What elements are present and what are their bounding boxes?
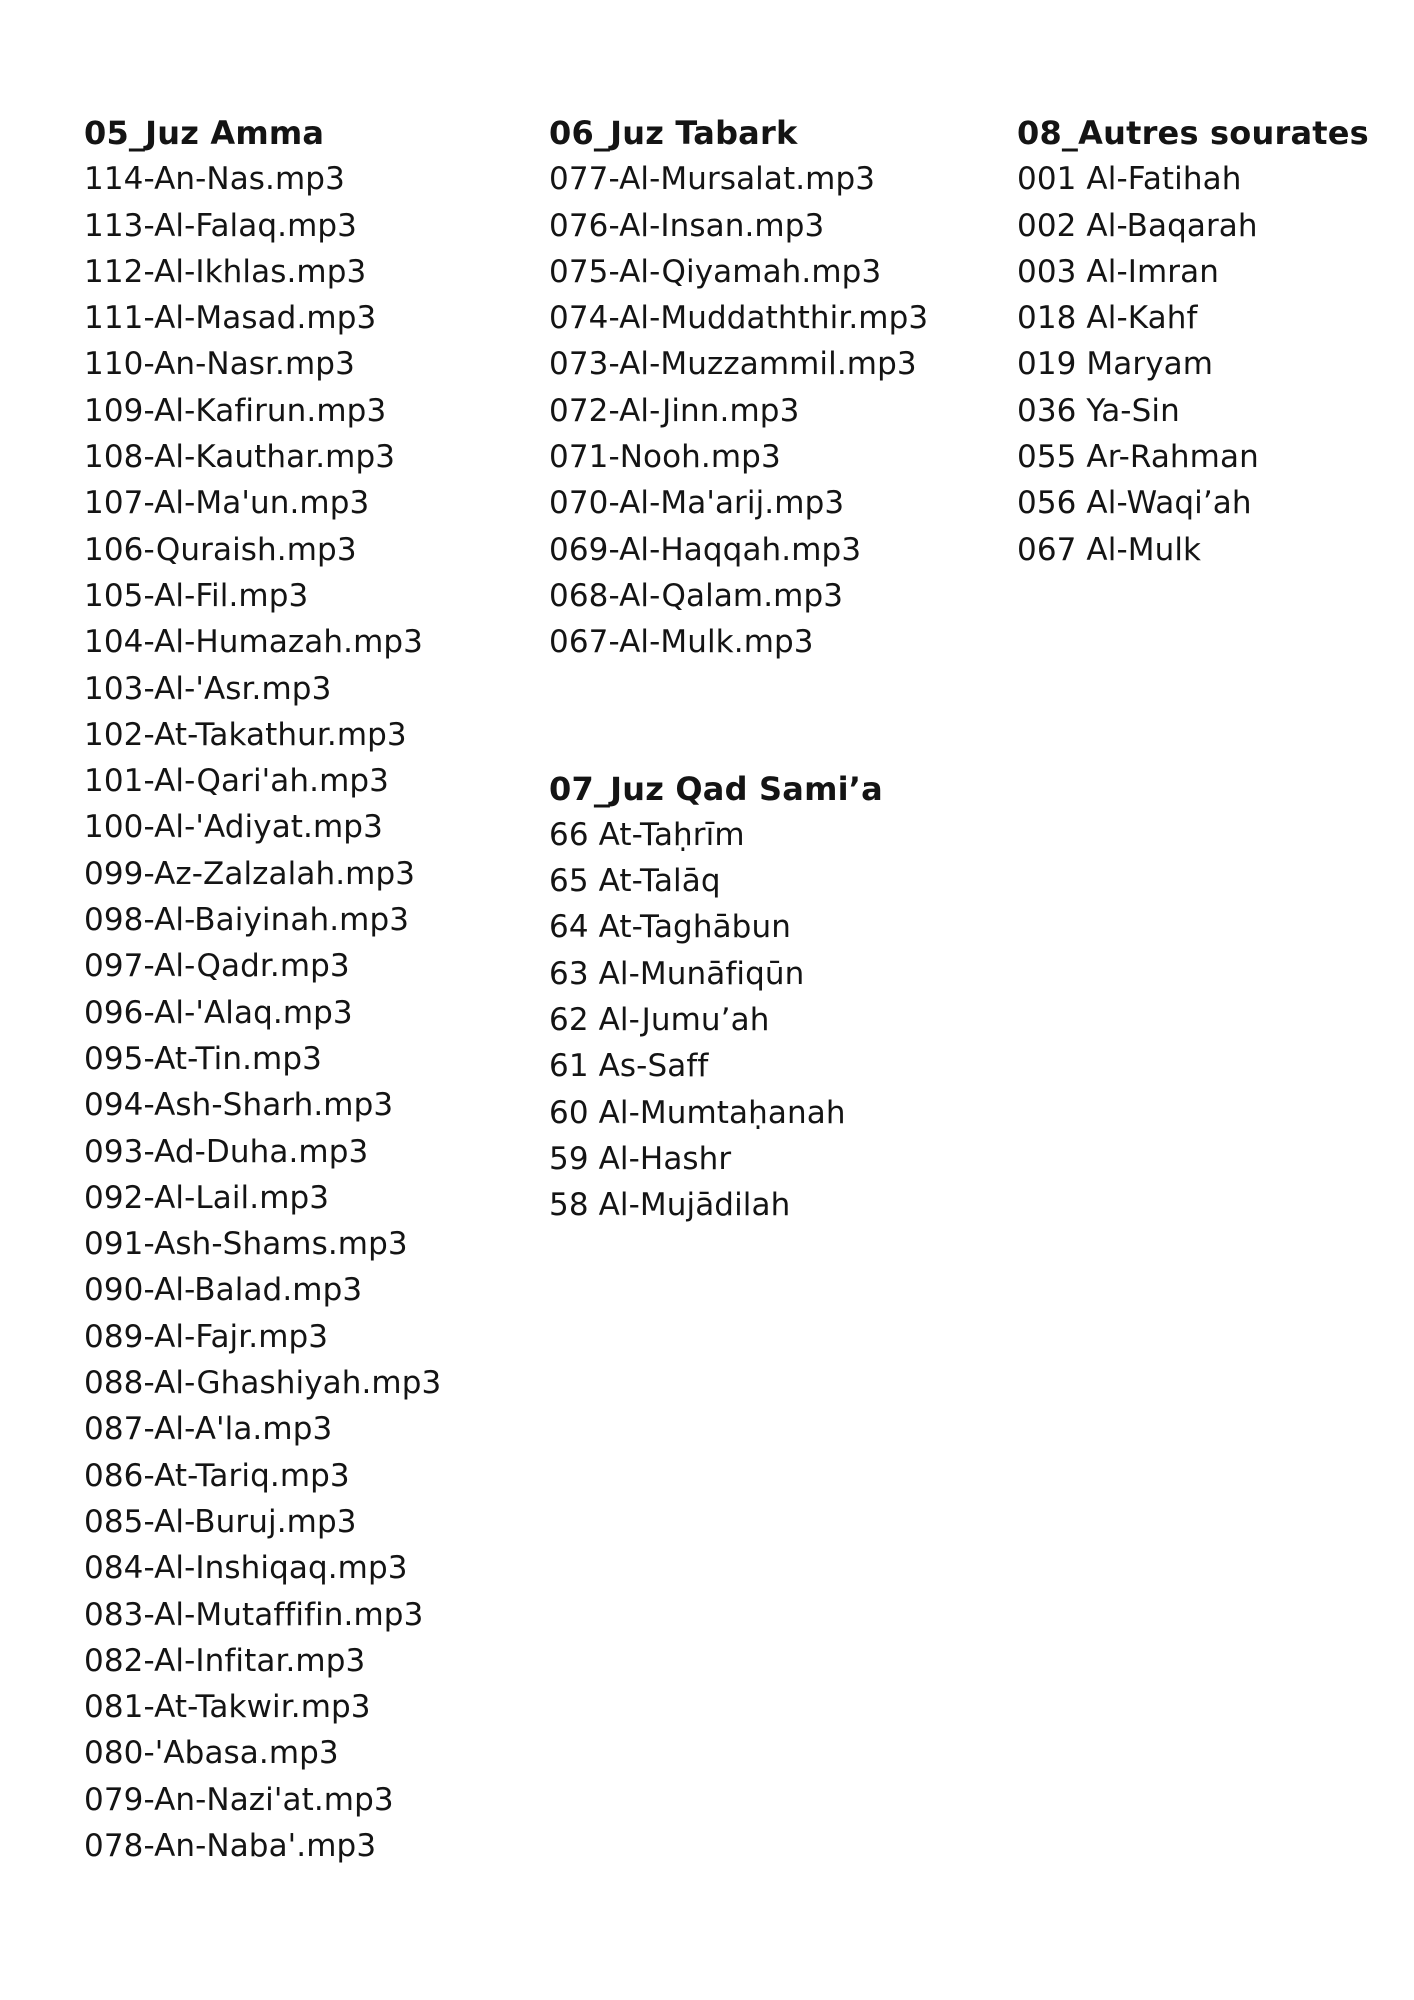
list-item: 100-Al-'Adiyat.mp3 xyxy=(84,809,383,846)
list-item: 107-Al-Ma'un.mp3 xyxy=(84,485,370,522)
list-item: 068-Al-Qalam.mp3 xyxy=(549,577,844,614)
list-item: 096-Al-'Alaq.mp3 xyxy=(84,994,353,1031)
list-item: 61 As-Saff xyxy=(549,1048,709,1085)
list-item: 60 Al-Mumtaḥanah xyxy=(549,1094,846,1131)
list-item: 087-Al-A'la.mp3 xyxy=(84,1411,333,1448)
list-item: 073-Al-Muzzammil.mp3 xyxy=(549,346,917,383)
list-item: 59 Al-Hashr xyxy=(549,1140,732,1177)
list-item: 079-An-Nazi'at.mp3 xyxy=(84,1781,394,1818)
list-item: 66 At-Taḥrīm xyxy=(549,816,745,853)
list-item: 113-Al-Falaq.mp3 xyxy=(84,207,358,244)
list-item: 108-Al-Kauthar.mp3 xyxy=(84,439,396,476)
list-item: 075-Al-Qiyamah.mp3 xyxy=(549,253,882,290)
list-item: 067 Al-Mulk xyxy=(1017,531,1202,568)
list-item: 111-Al-Masad.mp3 xyxy=(84,300,377,337)
list-item: 081-At-Takwir.mp3 xyxy=(84,1689,371,1726)
list-item: 097-Al-Qadr.mp3 xyxy=(84,948,350,985)
list-item: 076-Al-Insan.mp3 xyxy=(549,207,825,244)
section xyxy=(1017,110,1397,573)
list-item: 62 Al-Jumu’ah xyxy=(549,1002,770,1039)
list-item: 101-Al-Qari'ah.mp3 xyxy=(84,763,389,800)
list-item: 095-At-Tin.mp3 xyxy=(84,1040,322,1077)
list-item: 071-Nooh.mp3 xyxy=(549,439,781,476)
list-item: 078-An-Naba'.mp3 xyxy=(84,1827,377,1864)
list-item: 036 Ya-Sin xyxy=(1017,392,1180,429)
list-item: 019 Maryam xyxy=(1017,346,1214,383)
list-item: 077-Al-Mursalat.mp3 xyxy=(549,161,876,198)
list-item: 088-Al-Ghashiyah.mp3 xyxy=(84,1365,442,1402)
section xyxy=(84,110,524,1869)
list-item: 090-Al-Balad.mp3 xyxy=(84,1272,363,1309)
list-item: 63 Al-Munāfiqūn xyxy=(549,955,805,992)
list-item: 105-Al-Fil.mp3 xyxy=(84,577,309,614)
list-item: 112-Al-Ikhlas.mp3 xyxy=(84,253,367,290)
list-item: 092-Al-Lail.mp3 xyxy=(84,1179,330,1216)
list-item: 114-An-Nas.mp3 xyxy=(84,161,345,198)
list-item: 083-Al-Mutaffifin.mp3 xyxy=(84,1596,424,1633)
list-item: 080-'Abasa.mp3 xyxy=(84,1735,339,1772)
list-item: 002 Al-Baqarah xyxy=(1017,207,1258,244)
list-item: 094-Ash-Sharh.mp3 xyxy=(84,1087,394,1124)
list-item: 110-An-Nasr.mp3 xyxy=(84,346,355,383)
section-header: 07_Juz Qad Sami’a xyxy=(549,769,883,808)
list-item: 084-Al-Inshiqaq.mp3 xyxy=(84,1550,408,1587)
section xyxy=(549,766,994,1229)
list-item: 091-Ash-Shams.mp3 xyxy=(84,1226,408,1263)
list-item: 102-At-Takathur.mp3 xyxy=(84,716,407,753)
list-item: 055 Ar-Rahman xyxy=(1017,439,1259,476)
list-item: 086-At-Tariq.mp3 xyxy=(84,1457,350,1494)
column-juz-tabark-qad-samia xyxy=(549,110,994,1229)
list-item: 067-Al-Mulk.mp3 xyxy=(549,624,814,661)
list-item: 65 At-Talāq xyxy=(549,863,721,900)
list-item: 109-Al-Kafirun.mp3 xyxy=(84,392,387,429)
list-item: 098-Al-Baiyinah.mp3 xyxy=(84,902,410,939)
list-item: 018 Al-Kahf xyxy=(1017,300,1198,337)
list-item: 58 Al-Mujādilah xyxy=(549,1187,791,1224)
column-autres-sourates xyxy=(1017,110,1397,573)
list-item: 099-Az-Zalzalah.mp3 xyxy=(84,855,416,892)
list-item: 082-Al-Infitar.mp3 xyxy=(84,1642,366,1679)
list-item: 085-Al-Buruj.mp3 xyxy=(84,1503,357,1540)
list-item: 001 Al-Fatihah xyxy=(1017,161,1242,198)
list-item: 104-Al-Humazah.mp3 xyxy=(84,624,424,661)
list-item: 069-Al-Haqqah.mp3 xyxy=(549,531,862,568)
list-item: 089-Al-Fajr.mp3 xyxy=(84,1318,329,1355)
list-item: 106-Quraish.mp3 xyxy=(84,531,357,568)
list-item: 072-Al-Jinn.mp3 xyxy=(549,392,800,429)
list-item: 093-Ad-Duha.mp3 xyxy=(84,1133,369,1170)
section-header: 06_Juz Tabark xyxy=(549,114,798,152)
column-juz-amma xyxy=(84,110,524,1869)
list-item: 103-Al-'Asr.mp3 xyxy=(84,670,332,707)
list-item: 64 At-Taghābun xyxy=(549,909,791,946)
section-header: 08_Autres sourates xyxy=(1017,114,1369,152)
section xyxy=(549,110,994,666)
list-item: 074-Al-Muddaththir.mp3 xyxy=(549,300,929,337)
list-item: 056 Al-Waqi’ah xyxy=(1017,485,1252,522)
list-item: 070-Al-Ma'arij.mp3 xyxy=(549,485,845,522)
section-header: 05_Juz Amma xyxy=(84,114,325,152)
list-item: 003 Al-Imran xyxy=(1017,253,1219,290)
